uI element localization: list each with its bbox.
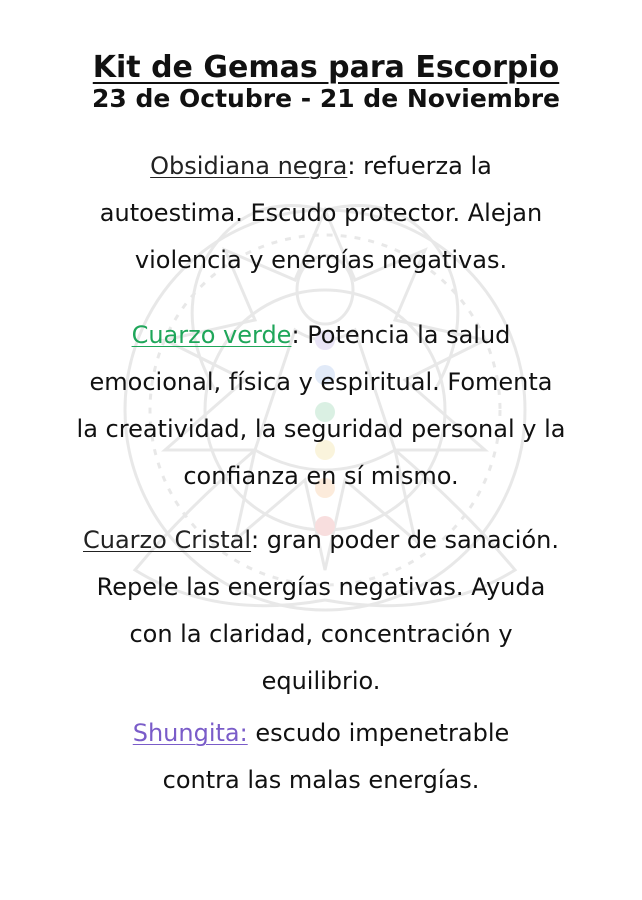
gem-separator: : xyxy=(251,526,260,554)
gem-entry-cuarzo-cristal xyxy=(12,517,630,705)
gem-description-line: refuerza la xyxy=(363,152,492,180)
date-range-subtitle: 23 de Octubre - 21 de Noviembre xyxy=(91,84,561,113)
document-title: Kit de Gemas para Escorpio xyxy=(92,50,560,86)
gem-entry-shungita xyxy=(12,710,630,804)
gem-name: Cuarzo Cristal xyxy=(83,526,252,554)
gem-name: Obsidiana negra xyxy=(150,152,348,180)
gem-description-line: la creatividad, la seguridad personal y la xyxy=(76,415,566,443)
gem-description-line: confianza en sí mismo. xyxy=(183,462,459,490)
gem-description-line: equilibrio. xyxy=(261,667,381,695)
gem-name: Cuarzo verde xyxy=(131,321,292,349)
gem-description-line: Potencia la salud xyxy=(307,321,511,349)
gem-entry-cuarzo-verde xyxy=(12,312,630,500)
gem-separator: : xyxy=(347,152,356,180)
gem-description-line: Repele las energías negativas. Ayuda xyxy=(96,573,546,601)
gem-description-line: autoestima. Escudo protector. Alejan xyxy=(99,199,543,227)
gem-description-line: violencia y energías negativas. xyxy=(134,246,508,274)
gem-description-line: emocional, física y espiritual. Fomenta xyxy=(89,368,553,396)
gem-description-line: gran poder de sanación. xyxy=(266,526,559,554)
gem-description-line: contra las malas energías. xyxy=(162,766,480,794)
gem-description-line: con la claridad, concentración y xyxy=(129,620,513,648)
gem-separator: : xyxy=(291,321,300,349)
gem-description-line: escudo impenetrable xyxy=(255,719,510,747)
gem-name: Shungita: xyxy=(132,719,248,747)
gem-entry-obsidiana-negra xyxy=(12,143,630,284)
